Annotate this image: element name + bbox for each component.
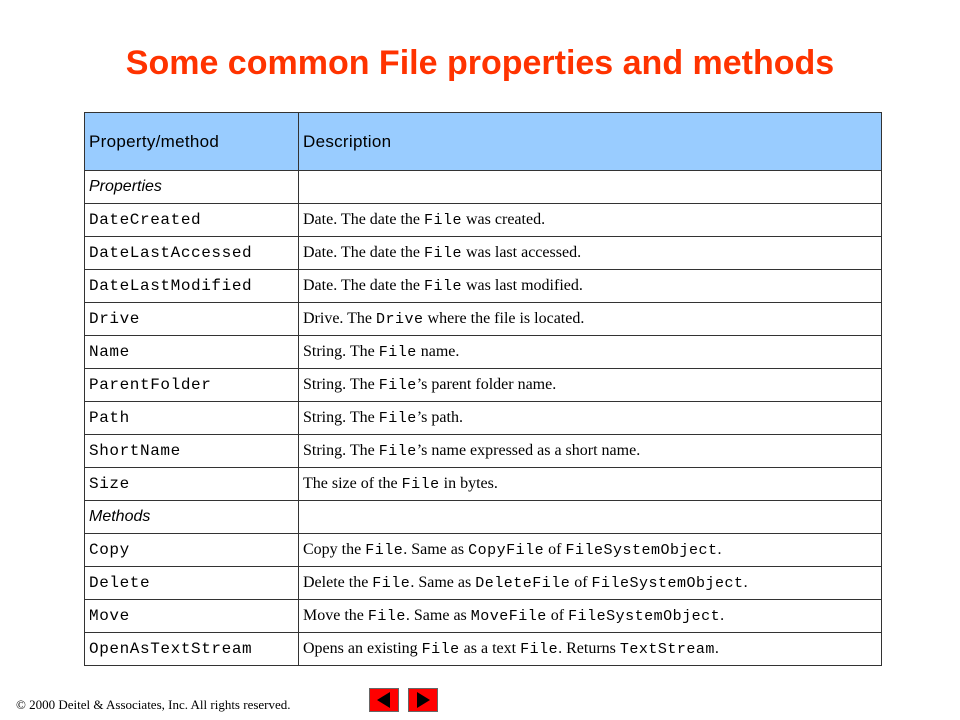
property-name-cell: Size [85, 468, 299, 501]
table-row [85, 237, 882, 270]
description-text: ’s parent folder name. [416, 376, 557, 393]
code-text: File [378, 410, 417, 427]
section-label: Properties [85, 171, 299, 204]
description-text: String. The [303, 409, 379, 426]
table-row [85, 534, 882, 567]
description-cell [299, 633, 882, 666]
table-row [85, 336, 882, 369]
description-text: name. [416, 343, 460, 360]
description-cell [299, 204, 882, 237]
code-text: FileSystemObject [591, 575, 744, 592]
slide-title: Some common File properties and methods [125, 44, 835, 82]
description-text: was last accessed. [462, 244, 582, 261]
table-header-row [85, 113, 882, 171]
next-slide-button[interactable] [408, 688, 438, 712]
description-text: of [570, 574, 592, 591]
code-text: CopyFile [468, 542, 545, 559]
code-text: DeleteFile [475, 575, 571, 592]
code-text: File [378, 443, 417, 460]
code-text: File [423, 278, 462, 295]
description-text: . Same as [410, 574, 476, 591]
section-description-empty [299, 171, 882, 204]
description-cell [299, 336, 882, 369]
header-property-method: Property/method [85, 113, 299, 171]
code-text: File [401, 476, 440, 493]
description-text: ’s path. [416, 409, 463, 426]
description-text: Copy the [303, 541, 366, 558]
property-name-cell: DateLastAccessed [85, 237, 299, 270]
table-row [85, 303, 882, 336]
description-text: String. The [303, 376, 379, 393]
code-text: MoveFile [470, 608, 547, 625]
description-cell [299, 567, 882, 600]
description-cell [299, 468, 882, 501]
description-cell [299, 600, 882, 633]
description-text: . [714, 640, 719, 657]
description-text: . Returns [558, 640, 620, 657]
description-text: Opens an existing [303, 640, 422, 657]
description-text: . [720, 607, 725, 624]
description-text: . [743, 574, 748, 591]
property-name-cell: OpenAsTextStream [85, 633, 299, 666]
description-text: Drive. The [303, 310, 377, 327]
code-text: File [421, 641, 460, 658]
description-cell [299, 270, 882, 303]
code-text: File [378, 377, 417, 394]
description-text: was created. [462, 211, 546, 228]
description-cell [299, 303, 882, 336]
table-row [85, 402, 882, 435]
code-text: File [520, 641, 559, 658]
description-text: where the file is located. [423, 310, 585, 327]
description-cell [299, 435, 882, 468]
description-text: Delete the [303, 574, 373, 591]
description-text: . Same as [403, 541, 469, 558]
property-name-cell: Delete [85, 567, 299, 600]
previous-slide-button[interactable] [369, 688, 399, 712]
header-description: Description [299, 113, 882, 171]
description-text: of [544, 541, 566, 558]
property-name-cell: Move [85, 600, 299, 633]
left-arrow-icon [370, 689, 398, 711]
property-name-cell: ParentFolder [85, 369, 299, 402]
description-text: Date. The date the [303, 211, 424, 228]
description-cell [299, 237, 882, 270]
table-row [85, 468, 882, 501]
section-row [85, 501, 882, 534]
right-arrow-icon [409, 689, 437, 711]
code-text: FileSystemObject [568, 608, 721, 625]
description-text: Date. The date the [303, 244, 424, 261]
description-cell [299, 534, 882, 567]
property-name-cell: DateCreated [85, 204, 299, 237]
table-row [85, 567, 882, 600]
property-name-cell: Copy [85, 534, 299, 567]
table-row [85, 633, 882, 666]
code-text: File [423, 212, 462, 229]
code-text: File [365, 542, 404, 559]
description-text: The size of the [303, 475, 402, 492]
description-text: in bytes. [439, 475, 498, 492]
description-text: . [717, 541, 722, 558]
copyright-footer: © 2000 Deitel & Associates, Inc. All rights reserved. [16, 697, 291, 712]
description-text: String. The [303, 442, 379, 459]
description-text: was last modified. [462, 277, 583, 294]
section-label: Methods [85, 501, 299, 534]
code-text: File [423, 245, 462, 262]
table-row [85, 600, 882, 633]
property-name-cell: Drive [85, 303, 299, 336]
property-name-cell: ShortName [85, 435, 299, 468]
code-text: FileSystemObject [565, 542, 718, 559]
code-text: File [367, 608, 406, 625]
property-name-cell: DateLastModified [85, 270, 299, 303]
description-text: of [546, 607, 569, 624]
table-row [85, 369, 882, 402]
description-text: Date. The date the [303, 277, 424, 294]
code-text: TextStream [619, 641, 715, 658]
table-row [85, 204, 882, 237]
description-text: as a text [459, 640, 521, 657]
description-cell [299, 402, 882, 435]
description-text: Move the [303, 607, 368, 624]
code-text: Drive [376, 311, 424, 328]
code-text: File [372, 575, 411, 592]
description-text: String. The [303, 343, 379, 360]
property-name-cell: Name [85, 336, 299, 369]
description-cell [299, 369, 882, 402]
properties-table [84, 112, 882, 666]
description-text: . Same as [405, 607, 471, 624]
table-row [85, 270, 882, 303]
description-text: ’s name expressed as a short name. [416, 442, 641, 459]
code-text: File [378, 344, 417, 361]
property-name-cell: Path [85, 402, 299, 435]
table-row [85, 435, 882, 468]
section-description-empty [299, 501, 882, 534]
properties-table-body [85, 113, 882, 666]
section-row [85, 171, 882, 204]
